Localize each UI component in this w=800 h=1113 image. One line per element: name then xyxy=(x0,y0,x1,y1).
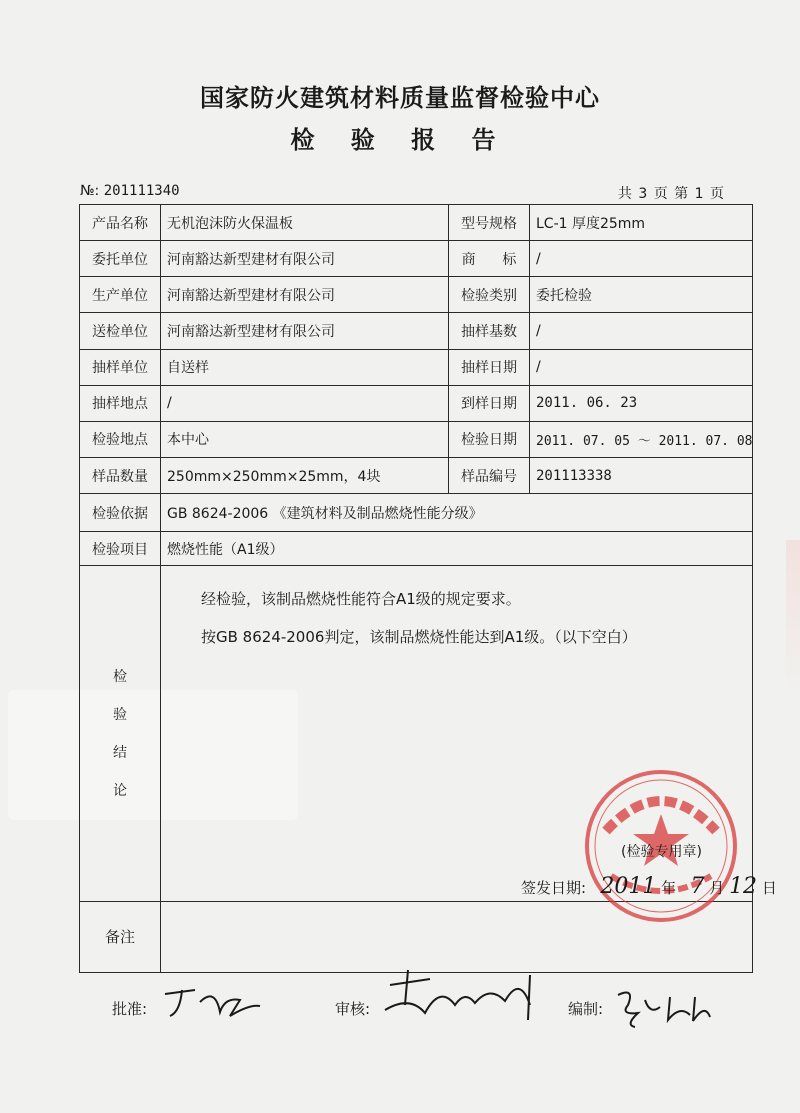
year-char: 年 xyxy=(661,879,677,898)
sampling-place-value: / xyxy=(161,385,449,421)
sampler-label: 抽样单位 xyxy=(80,349,161,385)
table-row xyxy=(80,494,753,532)
sign-month: 7 xyxy=(690,874,705,900)
manufacturer-value: 河南豁达新型建材有限公司 xyxy=(161,277,449,313)
table-row xyxy=(80,349,753,385)
conclusion-line-2: 按GB 8624-2006判定，该制品燃烧性能达到A1级。（以下空白） xyxy=(201,628,637,647)
trademark-value: / xyxy=(530,241,753,277)
reviewer-signature-icon xyxy=(370,965,550,1025)
test-place-label: 检验地点 xyxy=(80,421,161,457)
submitter-label: 送检单位 xyxy=(80,313,161,349)
client-value: 河南豁达新型建材有限公司 xyxy=(161,241,449,277)
prepare-label: 编制: xyxy=(568,1000,604,1018)
report-title: 检 验 报 告 xyxy=(290,126,510,154)
sign-day: 12 xyxy=(729,874,758,900)
table-row xyxy=(80,205,753,241)
remarks-label: 备注 xyxy=(80,901,161,972)
sign-date xyxy=(521,874,777,899)
conclusion-label xyxy=(80,566,161,901)
model-value: LC-1 厚度25mm xyxy=(530,205,753,241)
page-info: 共 3 页 第 1 页 xyxy=(617,186,725,202)
trademark-label: 商 标 xyxy=(449,241,530,277)
review-label: 审核: xyxy=(335,1000,371,1018)
sample-no-label: 样品编号 xyxy=(449,457,530,493)
test-date-value: 2011. 07. 05 ～ 2011. 07. 08 xyxy=(530,421,753,457)
conclusion-line-1: 经检验，该制品燃烧性能符合A1级的规定要求。 xyxy=(201,590,521,609)
stamp-caption: (检验专用章) xyxy=(621,844,702,861)
approver-signature-icon xyxy=(160,982,270,1022)
conclusion-label-char: 结 xyxy=(113,744,127,761)
sampling-date-value: / xyxy=(530,349,753,385)
day-char: 日 xyxy=(761,879,777,898)
product-name-label: 产品名称 xyxy=(80,205,161,241)
conclusion-label-char: 验 xyxy=(113,706,127,723)
sign-date-label: 签发日期: xyxy=(521,879,587,898)
conclusion-row xyxy=(80,566,753,901)
client-label: 委托单位 xyxy=(80,241,161,277)
sampling-base-label: 抽样基数 xyxy=(449,313,530,349)
sign-year: 2011 xyxy=(600,874,657,900)
test-type-label: 检验类别 xyxy=(449,277,530,313)
conclusion-content xyxy=(161,566,777,901)
table-row xyxy=(80,421,753,457)
sample-no-value: 201113338 xyxy=(530,457,753,493)
test-type-value: 委托检验 xyxy=(530,277,753,313)
month-char: 月 xyxy=(709,879,725,898)
table-row xyxy=(80,313,753,349)
conclusion-label-char: 论 xyxy=(113,782,127,799)
sampling-place-label: 抽样地点 xyxy=(80,385,161,421)
sampler-value: 自送样 xyxy=(161,349,449,385)
report-number-value: 201111340 xyxy=(103,183,180,199)
report-number-label: №: xyxy=(80,183,100,199)
quantity-label: 样品数量 xyxy=(80,457,161,493)
approve-label: 批准: xyxy=(112,1000,148,1018)
product-name-value: 无机泡沫防火保温板 xyxy=(161,205,449,241)
item-value: 燃烧性能（A1级） xyxy=(161,532,753,566)
basis-value: GB 8624-2006 《建筑材料及制品燃烧性能分级》 xyxy=(161,494,753,532)
report-number xyxy=(80,183,180,199)
manufacturer-label: 生产单位 xyxy=(80,277,161,313)
test-date-label: 检验日期 xyxy=(449,421,530,457)
submitter-value: 河南豁达新型建材有限公司 xyxy=(161,313,449,349)
item-label: 检验项目 xyxy=(80,532,161,566)
arrival-date-value: 2011. 06. 23 xyxy=(530,385,753,421)
table-row xyxy=(80,241,753,277)
test-place-value: 本中心 xyxy=(161,421,449,457)
arrival-date-label: 到样日期 xyxy=(449,385,530,421)
table-row xyxy=(80,277,753,313)
report-table xyxy=(79,204,777,973)
basis-label: 检验依据 xyxy=(80,494,161,532)
org-title: 国家防火建筑材料质量监督检验中心 xyxy=(200,84,600,112)
edge-stamp-mark xyxy=(786,540,800,700)
quantity-value: 250mm×250mm×25mm，4块 xyxy=(161,457,449,493)
conclusion-label-char: 检 xyxy=(113,668,127,685)
sampling-base-value: / xyxy=(530,313,753,349)
sampling-date-label: 抽样日期 xyxy=(449,349,530,385)
table-row xyxy=(80,532,753,566)
table-row xyxy=(80,385,753,421)
table-row xyxy=(80,457,753,493)
model-label: 型号规格 xyxy=(449,205,530,241)
preparer-signature-icon xyxy=(610,985,720,1030)
